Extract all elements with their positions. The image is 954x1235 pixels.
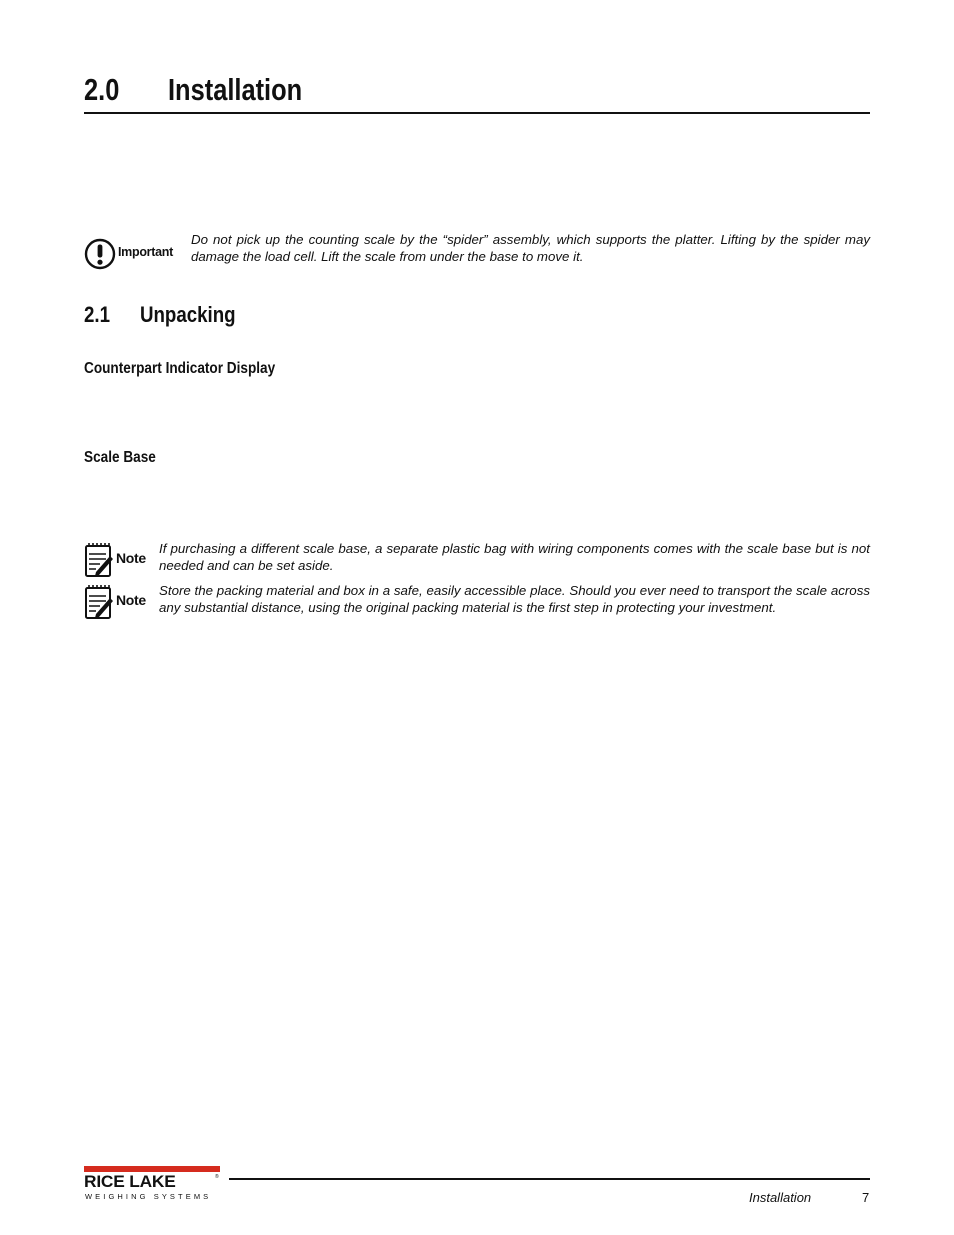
chapter-title: Installation [168, 72, 303, 107]
chapter-divider [84, 112, 870, 114]
footer-section-name: Installation [749, 1190, 812, 1205]
important-text: Do not pick up the counting scale by the “spider” assembly, which supports the platter. Lifting by the spider may damage the load cell. Lift the scale from under the base to move it. [191, 232, 870, 264]
subheading-indicator-display: Counterpart Indicator Display [84, 360, 276, 377]
section-number: 2.1 [84, 302, 111, 327]
note-label: Note [116, 550, 146, 566]
logo-tagline: WEIGHING SYSTEMS [85, 1192, 212, 1201]
logo-wordmark: RICE LAKE [84, 1172, 176, 1191]
subheading-scale-base: Scale Base [84, 449, 156, 466]
important-label: Important [118, 245, 173, 259]
note-label: Note [116, 592, 146, 608]
page-number: 7 [862, 1190, 870, 1205]
note-text: Store the packing material and box in a safe, easily accessible place. Should you ever need to transport the scale across any substantial distance, using the original packing material is the first step in protecting your investment. [159, 583, 870, 615]
exclamation-icon [84, 238, 116, 270]
logo-trademark: ® [215, 1174, 219, 1180]
chapter-number: 2.0 [84, 72, 120, 107]
notepad-pencil-icon [84, 542, 114, 578]
section-title: Unpacking [140, 302, 236, 327]
note-text: If purchasing a different scale base, a separate plastic bag with wiring components comes with the scale base but is not needed and can be set aside. [159, 541, 870, 573]
rice-lake-logo [84, 1166, 222, 1202]
notepad-pencil-icon [84, 584, 114, 620]
footer-divider [229, 1178, 870, 1180]
